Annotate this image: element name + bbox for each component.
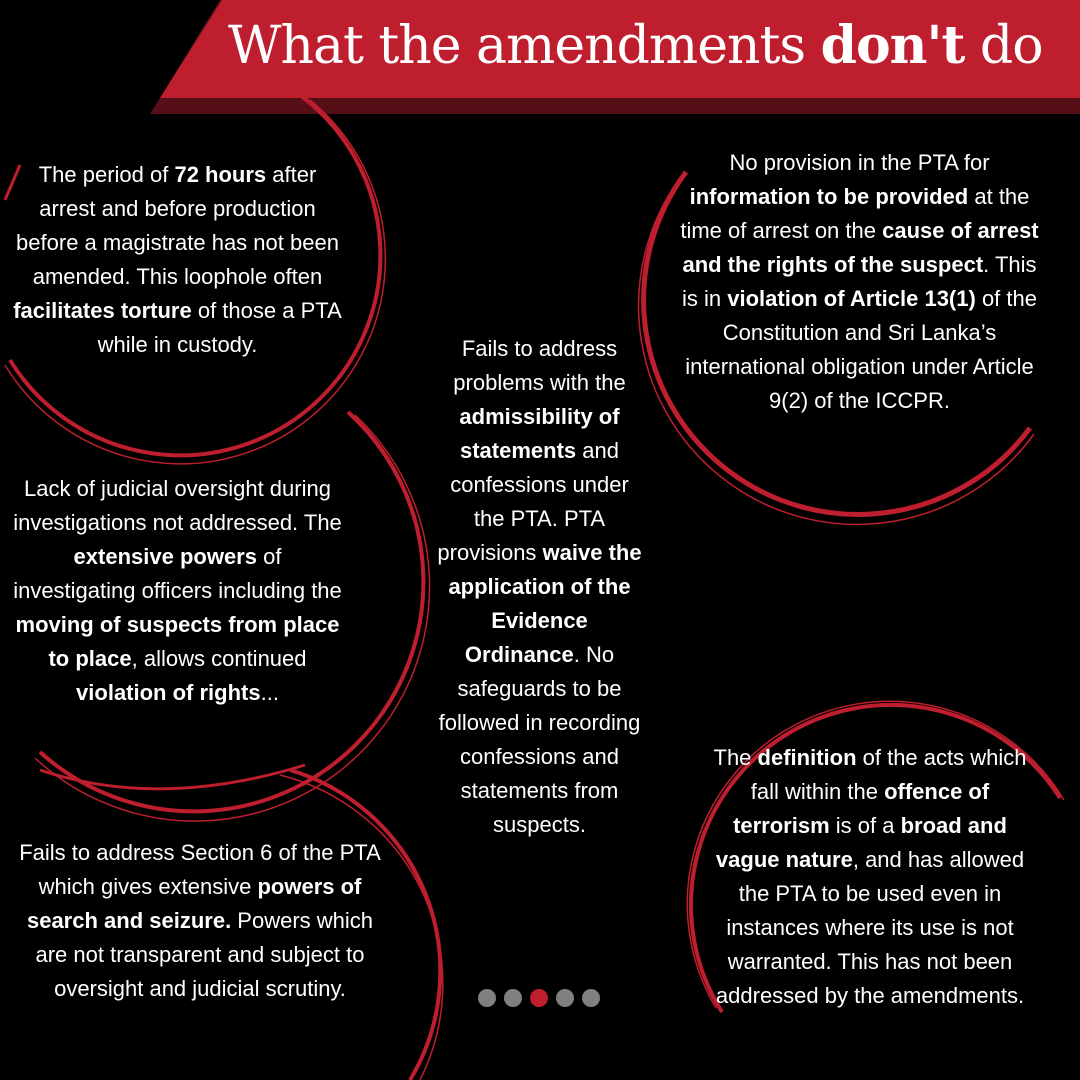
title-text-end: do — [964, 16, 1043, 76]
page-title — [228, 14, 1043, 78]
emphasis-text: violation of Article 13(1) — [727, 286, 976, 311]
emphasis-text: extensive powers — [73, 544, 257, 569]
emphasis-text: cause of arrest and the rights of the suspect — [682, 218, 1039, 277]
text-block-judicial-oversight — [10, 472, 345, 710]
body-text: Fails to address Section 6 of the PTA which gives extensive — [19, 840, 381, 899]
pagination-dot-3[interactable] — [530, 989, 548, 1007]
body-text: is of a — [829, 813, 901, 838]
body-text: after arrest and before production before a magistrate has not been amended. This loophole often — [16, 162, 339, 289]
body-text: Fails to address problems with the — [453, 336, 626, 395]
body-text: of investigating officers including the — [13, 544, 342, 603]
text-block-section-6 — [10, 836, 390, 1006]
body-text: Powers which are not transparent and subject to oversight and judicial scrutiny. — [35, 908, 374, 1001]
body-text: of those a PTA while in custody. — [97, 298, 342, 357]
body-text: . No safeguards to be followed in recording confessions and statements from suspects. — [438, 642, 641, 837]
emphasis-text: 72 hours — [174, 162, 267, 187]
emphasis-text: admissibility of statements — [459, 404, 620, 463]
emphasis-text: definition — [757, 745, 857, 770]
pagination-dot-5[interactable] — [582, 989, 600, 1007]
carousel-pagination — [478, 989, 600, 1007]
body-text: of the acts which fall within the — [750, 745, 1027, 804]
body-text: The period of — [38, 162, 175, 187]
body-text: The — [713, 745, 758, 770]
body-text: of the Constitution and Sri Lanka’s international obligation under Article 9(2) of the ICCPR. — [685, 286, 1037, 413]
title-text: What the amendments — [228, 16, 821, 76]
emphasis-text: broad and vague nature — [715, 813, 1007, 872]
body-text: No provision in the PTA for — [729, 150, 990, 175]
body-text: ... — [260, 680, 279, 705]
body-text: , and has allowed the PTA to be used even in instances where its use is not warranted. This has not been addressed by the amendments. — [715, 847, 1025, 1008]
pagination-dot-1[interactable] — [478, 989, 496, 1007]
emphasis-text: offence of terrorism — [733, 779, 990, 838]
emphasis-text: facilitates torture — [13, 298, 192, 323]
text-block-72-hours — [10, 158, 345, 362]
emphasis-text: waive the application of the Evidence Ordinance — [448, 540, 642, 667]
body-text: at the time of arrest on the — [680, 184, 1030, 243]
emphasis-text: moving of suspects from place to place — [15, 612, 340, 671]
body-text: and confessions under the PTA. PTA provisions — [437, 438, 629, 565]
body-text: , allows continued — [131, 646, 307, 671]
body-text: Lack of judicial oversight during investigations not addressed. The — [13, 476, 342, 535]
text-block-admissibility — [432, 332, 647, 842]
pagination-dot-2[interactable] — [504, 989, 522, 1007]
pagination-dot-4[interactable] — [556, 989, 574, 1007]
emphasis-text: violation of rights — [76, 680, 261, 705]
title-emphasis: don't — [820, 15, 965, 76]
text-block-definition-terrorism — [700, 741, 1040, 1013]
emphasis-text: information to be provided — [689, 184, 969, 209]
text-block-information-at-arrest — [672, 146, 1047, 418]
emphasis-text: powers of search and seizure. — [26, 874, 362, 933]
body-text: . This is in — [682, 252, 1037, 311]
